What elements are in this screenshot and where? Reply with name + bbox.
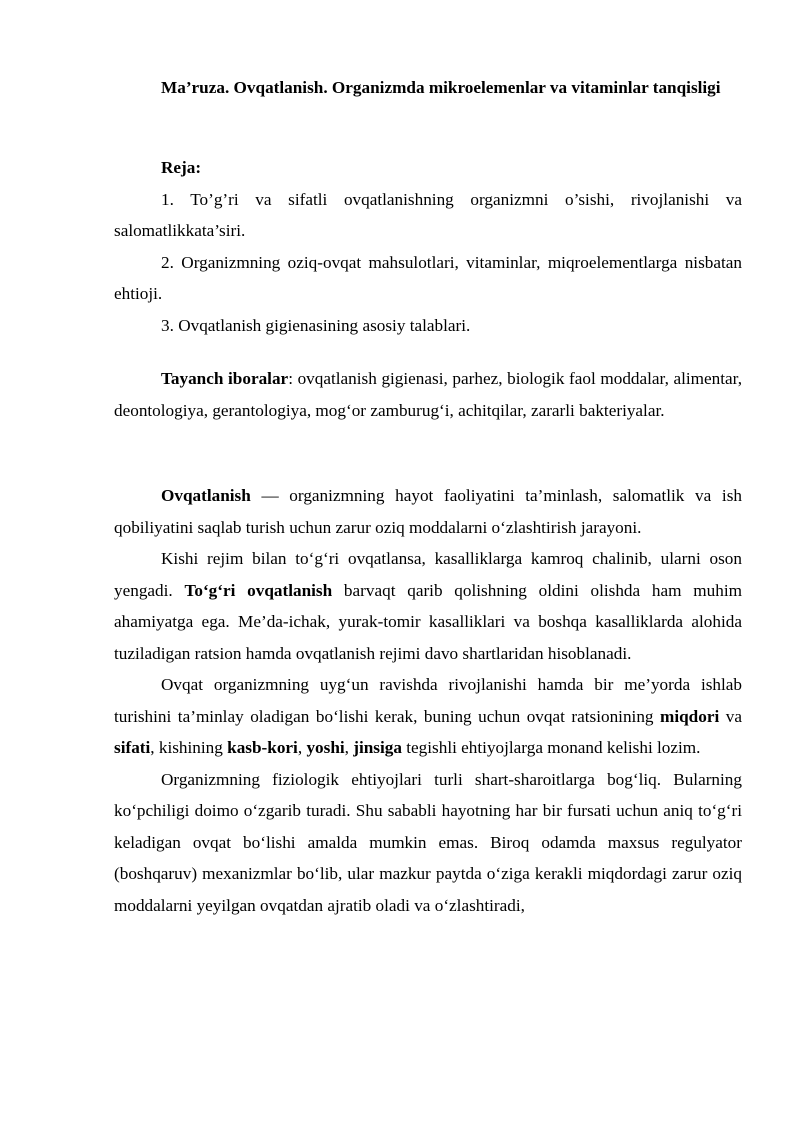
p2-term: To‘g‘ri ovqatlanish (184, 580, 333, 600)
p3-b2: sifati (114, 738, 151, 757)
p3-b3: kasb-kori (227, 738, 298, 757)
p3-t2: va (719, 706, 742, 726)
keywords-section (114, 363, 742, 426)
plan-heading (114, 152, 742, 184)
p3-t4: , (297, 738, 307, 757)
plan-item-3: 3. Ovqatlanish gigienasining asosiy talablari. (161, 315, 471, 335)
paragraph-physiological-needs: Organizmning fiziologik ehtiyojlari turli shart-sharoitlarga bog‘liq. Bularning ko‘pchiligi doimo o‘zgarib turadi. Shu sababli hayotning har bir fursati uchun aniq to‘g‘ri keladigan ovqat bo‘lishi amalda mumkin emas. Biroq odamda maxsus regulyator (boshqaruv) mexanizmlar bo‘lib, ular mazkur paytda o‘ziga kerakli miqdordagi zarur oziq moddalarni yeyilgan ovqatdan ajratib oladi va o‘zlashtiradi, (114, 769, 742, 915)
keywords-paragraph (114, 363, 742, 426)
body-section (114, 480, 742, 921)
plan-section (114, 152, 742, 341)
p2-text-1: Kishi rejim bilan to‘g‘ri ovqatlansa, kasalliklarga kamroq chalinib, ularni oson yengadi. (114, 549, 742, 600)
paragraph-definition (114, 480, 742, 543)
p3-b5: jinsiga (353, 738, 402, 757)
p3-b4: yoshi (306, 738, 345, 757)
p3-t5: , (344, 738, 354, 757)
plan-heading-text: Reja: (161, 158, 202, 177)
plan-item-2: 2. Organizmning oziq-ovqat mahsulotlari, vitaminlar, miqroelementlarga nisbatan ehtioji. (114, 252, 742, 303)
definition-text: — organizmning hayot faoliyatini ta’minlash, salomatlik va ish qobiliyatini saqlab turish uchun zarur oziq moddalarni o‘zlashtirish jarayoni. (114, 486, 742, 537)
p3-t3: , kishining (150, 738, 228, 757)
plan-item-1: 1. To’g’ri va sifatli ovqatlanishning organizmni o’sishi, rivojlanishi va salomatlikkata’siri. (114, 189, 742, 240)
p3-t6: tegishli ehtiyojlarga monand kelishi lozim. (401, 738, 701, 757)
p3-b1: miqdori (660, 706, 720, 726)
definition-term: Ovqatlanish (161, 486, 251, 505)
keywords-text: : ovqatlanish gigienasi, parhez, biologik faol moddalar, alimentar, deontologiya, gerantologiya, mog‘or zamburug‘i, achitqilar, zararli bakteriyalar. (114, 369, 743, 420)
p3-t1: Ovqat organizmning uyg‘un ravishda rivojlanishi hamda bir me’yorda ishlab turishini ta’minlay oladigan bo‘lishi kerak, buning uchun ovqat ratsionining (114, 675, 742, 726)
paragraph-ration (114, 669, 742, 764)
p2-text-2: barvaqt qarib qolishning oldini olishda ham muhim ahamiyatga ega. Me’da-ichak, yurak-tomir kasalliklari va boshqa kasalliklarda alohida tuziladigan ratsion hamda ovqatlanish rejimi davo shartlaridan hisoblanadi. (114, 580, 742, 663)
paragraph-proper-nutrition (114, 543, 742, 669)
lecture-title-block (114, 72, 742, 104)
lecture-title: Ma’ruza. Ovqatlanish. Organizmda mikroelemenlar va vitaminlar tanqisligi (161, 78, 721, 97)
keywords-label: Tayanch iboralar (161, 369, 289, 388)
